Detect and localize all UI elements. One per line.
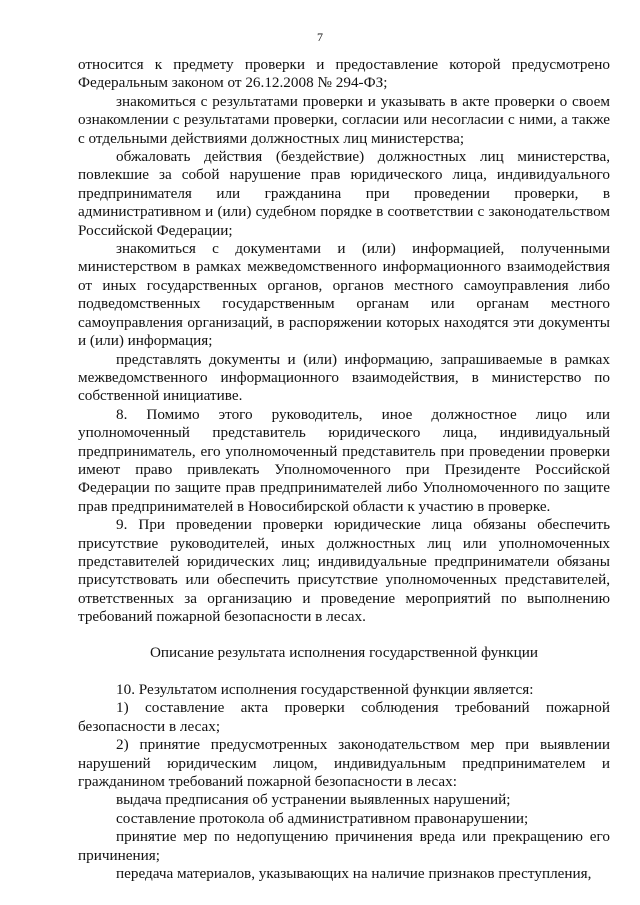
- paragraph-item-10: 10. Результатом исполнения государственной функции является:: [116, 681, 534, 698]
- paragraph: знакомиться с результатами проверки и указывать в акте проверки о своем ознакомлении с результатами проверки, согласии или несогласии с ними, а также с отдельными действиями должностных лиц министерства;: [78, 92, 610, 147]
- paragraph: знакомиться с документами и (или) информацией, полученными министерством в рамках межведомственного информационного взаимодействия от иных государственных органов, органов местного самоуправления либо подведомственных государственным органам или органам местного самоуправления организаций, в распоряжении которых находятся эти документы и (или) информация;: [78, 240, 610, 350]
- list-item: выдача предписания об устранении выявленных нарушений;: [116, 791, 511, 809]
- list-item: 1) составление акта проверки соблюдения требований пожарной безопасности в лесах;: [78, 699, 610, 735]
- document-body: [78, 56, 610, 883]
- list-item: принятие мер по недопущению причинения вреда или прекращению его причинения;: [78, 828, 610, 864]
- paragraph: относится к предмету проверки и предоставление которой предусмотрено Федеральным законом от 26.12.2008 № 294-ФЗ;: [78, 56, 610, 92]
- list-item: передача материалов, указывающих на наличие признаков преступления,: [116, 865, 592, 883]
- paragraph-item-9: 9. При проведении проверки юридические лица обязаны обеспечить присутствие руководителей, иных должностных лиц или уполномоченных представителей юридических лиц; индивидуальные предприниматели обязаны присутствовать или обеспечить присутствие уполномоченных представителей, ответственных за организацию и проведение мероприятий по выполнению требований пожарной безопасности в лесах.: [78, 516, 610, 626]
- paragraph: обжаловать действия (бездействие) должностных лиц министерства, повлекшие за собой нарушение прав юридического лица, индивидуального предпринимателя или гражданина при проведении проверки, в административном и (или) судебном порядке в соответствии с законодательством Российской Федерации;: [78, 148, 610, 239]
- list-item: 2) принятие предусмотренных законодательством мер при выявлении нарушений юридическим лицом, индивидуальным предпринимателем и гражданином требований пожарной безопасности в лесах:: [78, 736, 610, 791]
- list-item: составление протокола об административном правонарушении;: [116, 809, 529, 827]
- paragraph: представлять документы и (или) информацию, запрашиваемые в рамках межведомственного информационного взаимодействия, в министерство по собственной инициативе.: [78, 350, 610, 405]
- page-number: 7: [317, 30, 323, 44]
- paragraph-item-8: 8. Помимо этого руководитель, иное должностное лицо или уполномоченный представитель юридического лица, индивидуальный предприниматель, его уполномоченный представитель при проведении проверки имеют право привлекать Уполномоченного при Президенте Российской Федерации по защите прав предпринимателей либо Уполномоченного по защите прав предпринимателей в Новосибирской области к участию в проверке.: [78, 405, 610, 515]
- section-heading: Описание результата исполнения государственной функции: [149, 643, 539, 661]
